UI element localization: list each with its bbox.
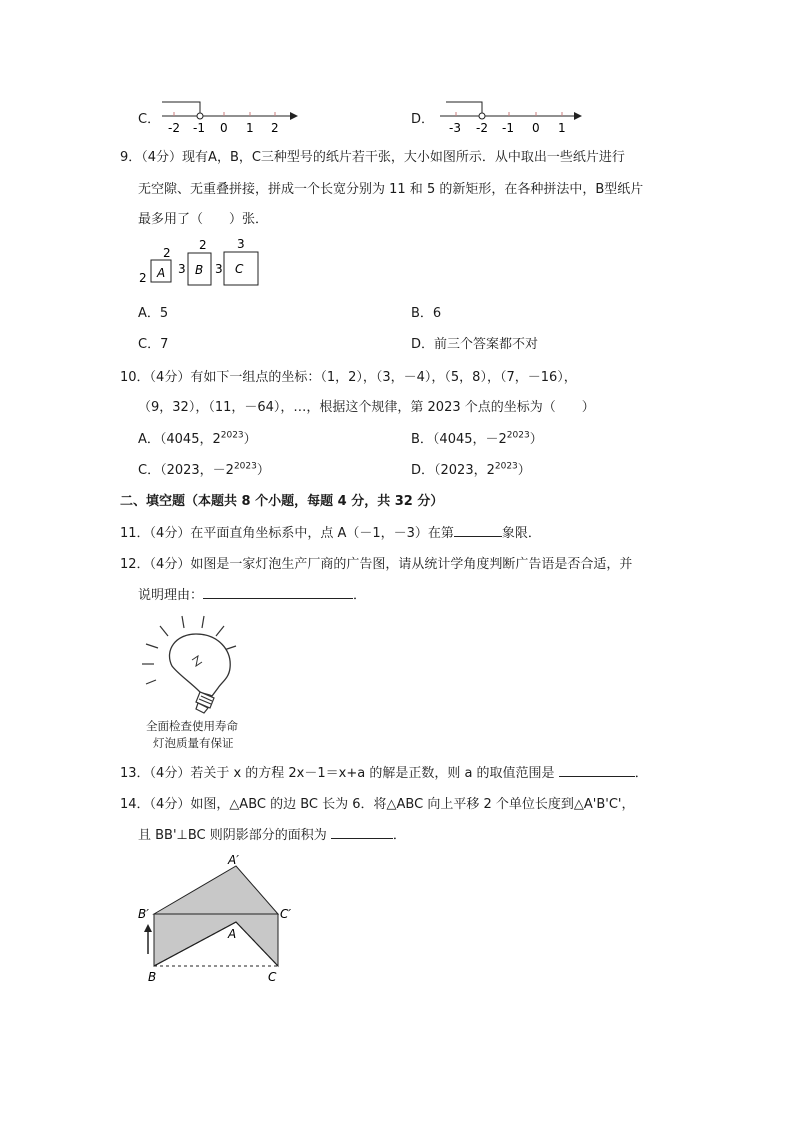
q10-b-text: B．（4045，－2: [411, 432, 507, 447]
q9-fig-b-label: B: [195, 263, 204, 277]
q8d-tick: -2: [476, 121, 488, 135]
q8-option-d-numberline: [436, 96, 584, 136]
q9-option-b: B．6: [411, 306, 442, 321]
q13-answer-blank[interactable]: [559, 762, 635, 777]
q14-line2: [138, 824, 406, 843]
q13-line: [120, 762, 648, 781]
q9-fig-b-left: 3: [178, 262, 186, 276]
q9-fig-c-left: 3: [215, 262, 223, 276]
q10-b-exp: 2023: [506, 430, 530, 441]
q8-option-c: [138, 108, 160, 127]
q12-text-2: 说明理由：: [138, 588, 204, 603]
q9-fig-c-label: C: [235, 262, 244, 276]
q14-label-c-prime: C′: [280, 907, 292, 921]
q8d-tick: 0: [532, 121, 540, 135]
q9-fig-c-top: 3: [237, 237, 245, 251]
q14-figure: [136, 850, 306, 990]
q12-line2: [138, 584, 366, 603]
q12-line1: 12．（4分）如图是一家灯泡生产厂商的广告图，请从统计学角度判断广告语是否合适，并: [120, 557, 633, 572]
q10-option-b: [411, 428, 543, 447]
q10-c-text: C．（2023，－2: [138, 463, 234, 478]
q9-fig-a-left: 2: [139, 271, 147, 285]
q10-d-exp: 2023: [494, 461, 518, 472]
lightbulb-icon: [138, 610, 248, 720]
q8c-tick: 2: [271, 121, 279, 135]
q8d-tick: -3: [449, 121, 461, 135]
q8-option-d: [411, 108, 434, 127]
q10-c-exp: 2023: [233, 461, 257, 472]
q8-option-c-numberline: [158, 96, 298, 136]
q8c-tick: 0: [220, 121, 228, 135]
q12-answer-blank[interactable]: [203, 584, 353, 599]
q11-text: 11．（4分）在平面直角坐标系中，点 A（－1，－3）在第: [120, 526, 454, 541]
q9-option-c: C．7: [138, 337, 169, 352]
q10-line1: 10．（4分）有如下一组点的坐标：（1，2），（3，－4），（5，8），（7，－16），: [120, 370, 577, 385]
q9-line2: 无空隙、无重叠拼接，拼成一个长宽分别为 11 和 5 的新矩形，在各种拼法中，B型纸片: [138, 182, 644, 197]
q8-option-c-label: C．: [138, 112, 161, 127]
q11-answer-blank[interactable]: [454, 522, 502, 537]
q9-line1: [120, 146, 625, 165]
q10-b-close: ）: [529, 432, 543, 447]
q10-d-close: ）: [517, 463, 531, 478]
q8d-tick: 1: [558, 121, 566, 135]
q8d-tick: -1: [502, 121, 514, 135]
q9-text-1: 现有A，B，C三种型号的纸片若干张，大小如图所示．从中取出一些纸片进行: [182, 150, 625, 165]
q14-line1: 14．（4分）如图，△ABC 的边 BC 长为 6．将△ABC 向上平移 2 个单位长度到△A'B'C'，: [120, 797, 635, 812]
q10-option-a: [138, 428, 257, 447]
q14-label-c: C: [268, 970, 277, 984]
q10-d-text: D．（2023，2: [411, 463, 495, 478]
q14-text-2: 且 BB'⊥BC 则阴影部分的面积为: [138, 828, 327, 843]
q10-c-close: ）: [256, 463, 270, 478]
q13-suffix: ．: [634, 766, 648, 781]
q8c-tick: -1: [193, 121, 205, 135]
q10-line2: （9，32），（11，－64），…，根据这个规律，第 2023 个点的坐标为（ ）: [138, 400, 595, 415]
q9-fig-a-top: 2: [163, 246, 171, 260]
q14-label-a-prime: A′: [228, 853, 239, 867]
q8c-tick: -2: [168, 121, 180, 135]
q9-figure: [134, 236, 264, 290]
q12-caption-1: 全面检查使用寿命: [146, 719, 238, 733]
q9-fig-a-label: A: [157, 266, 166, 280]
q9-number: 9．（4分）: [120, 150, 183, 165]
q12-caption-2: 灯泡质量有保证: [153, 736, 234, 750]
q14-label-a: A: [228, 927, 237, 941]
q10-a-text: A．（4045，2: [138, 432, 221, 447]
q10-a-close: ）: [243, 432, 257, 447]
q10-a-exp: 2023: [220, 430, 244, 441]
q10-option-c: [138, 459, 270, 478]
q14-label-b-prime: B′: [138, 907, 149, 921]
q14-label-b: B: [148, 970, 157, 984]
q9-line3: 最多用了（ ）张．: [138, 212, 269, 227]
section-title: 二、填空题（本题共 8 个小题，每题 4 分，共 32 分）: [120, 494, 444, 509]
q9-fig-b-top: 2: [199, 238, 207, 252]
q8c-tick: 1: [246, 121, 254, 135]
q12-suffix: ．: [353, 588, 367, 603]
q8-option-d-label: D．: [411, 112, 435, 127]
q14-suffix: ．: [392, 828, 406, 843]
q9-option-d: D．前三个答案都不对: [411, 337, 539, 352]
q13-text: 13．（4分）若关于 x 的方程 2x－1＝x+a 的解是正数，则 a 的取值范围是: [120, 766, 555, 781]
q14-answer-blank[interactable]: [331, 824, 393, 839]
q9-option-a: A．5: [138, 306, 169, 321]
q11-suffix: 象限．: [501, 526, 541, 541]
q11-line: [120, 522, 541, 541]
q10-option-d: [411, 459, 531, 478]
